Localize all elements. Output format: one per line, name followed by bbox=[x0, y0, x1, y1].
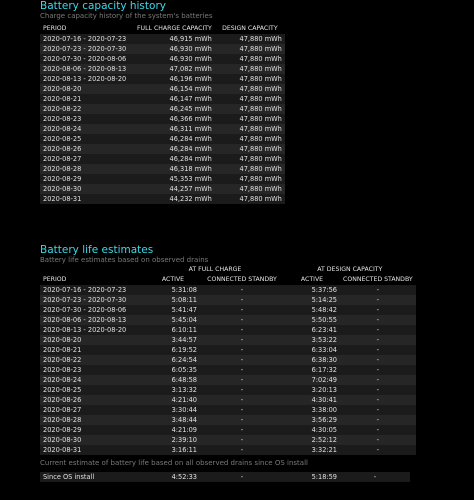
table-row bbox=[40, 94, 285, 104]
full-charge-cell: 46,318 mWh bbox=[134, 164, 215, 174]
period-cell: 2020-08-23 bbox=[40, 365, 146, 375]
period-cell: 2020-08-28 bbox=[40, 415, 146, 425]
standby-full-cell: - bbox=[200, 365, 284, 375]
group-design-capacity: AT DESIGN CAPACITY bbox=[317, 266, 383, 273]
design-capacity-cell: 47,880 mWh bbox=[215, 84, 285, 94]
active-design-cell: 5:14:25 bbox=[284, 295, 340, 305]
standby-design-cell: - bbox=[340, 355, 416, 365]
table-row bbox=[40, 114, 285, 124]
period-cell: 2020-08-26 bbox=[40, 144, 134, 154]
standby-design-cell: - bbox=[340, 335, 416, 345]
table-row bbox=[40, 184, 285, 194]
table-row bbox=[40, 335, 416, 345]
standby-full-cell: - bbox=[200, 315, 284, 325]
capacity-title: Battery capacity history bbox=[40, 0, 166, 12]
period-cell: 2020-08-25 bbox=[40, 134, 134, 144]
standby-full-cell: - bbox=[200, 355, 284, 365]
life-rows bbox=[40, 285, 416, 455]
design-capacity-cell: 47,880 mWh bbox=[215, 94, 285, 104]
standby-full-cell: - bbox=[200, 405, 284, 415]
period-cell: 2020-08-24 bbox=[40, 375, 146, 385]
standby-design-cell: - bbox=[340, 425, 416, 435]
period-cell: 2020-08-06 - 2020-08-13 bbox=[40, 315, 146, 325]
current-estimate-note: Current estimate of battery life based on all observed drains since OS install bbox=[40, 459, 308, 467]
table-row bbox=[40, 34, 285, 44]
active-design-cell: 5:48:42 bbox=[284, 305, 340, 315]
standby-full-cell: - bbox=[200, 285, 284, 295]
design-capacity-cell: 47,880 mWh bbox=[215, 154, 285, 164]
active-full-cell: 3:16:11 bbox=[146, 445, 200, 455]
standby-full-cell: - bbox=[200, 335, 284, 345]
full-charge-cell: 45,353 mWh bbox=[134, 174, 215, 184]
table-row bbox=[40, 64, 285, 74]
period-cell: 2020-07-30 - 2020-08-06 bbox=[40, 54, 134, 64]
period-cell: 2020-08-22 bbox=[40, 104, 134, 114]
period-cell: 2020-08-13 - 2020-08-20 bbox=[40, 325, 146, 335]
since-install-active-design: 5:18:59 bbox=[284, 472, 340, 482]
design-capacity-cell: 47,880 mWh bbox=[215, 144, 285, 154]
period-cell: 2020-08-27 bbox=[40, 405, 146, 415]
table-row bbox=[40, 295, 416, 305]
table-row bbox=[40, 134, 285, 144]
table-row bbox=[40, 315, 416, 325]
standby-design-cell: - bbox=[340, 395, 416, 405]
active-full-cell: 6:10:11 bbox=[146, 325, 200, 335]
standby-design-cell: - bbox=[340, 405, 416, 415]
standby-design-cell: - bbox=[340, 385, 416, 395]
full-charge-cell: 46,930 mWh bbox=[134, 44, 215, 54]
period-cell: 2020-08-31 bbox=[40, 194, 134, 204]
active-full-cell: 5:08:11 bbox=[146, 295, 200, 305]
table-row bbox=[40, 84, 285, 94]
period-cell: 2020-08-20 bbox=[40, 84, 134, 94]
table-row bbox=[40, 154, 285, 164]
full-charge-cell: 46,196 mWh bbox=[134, 74, 215, 84]
standby-design-cell: - bbox=[340, 305, 416, 315]
period-cell: 2020-08-27 bbox=[40, 154, 134, 164]
table-row bbox=[40, 405, 416, 415]
period-cell: 2020-07-23 - 2020-07-30 bbox=[40, 295, 146, 305]
active-full-cell: 4:21:40 bbox=[146, 395, 200, 405]
active-full-cell: 3:48:44 bbox=[146, 415, 200, 425]
standby-design-cell: - bbox=[340, 295, 416, 305]
table-row bbox=[40, 44, 285, 54]
design-capacity-cell: 47,880 mWh bbox=[215, 134, 285, 144]
table-row bbox=[40, 385, 416, 395]
active-full-cell: 3:44:57 bbox=[146, 335, 200, 345]
since-install-table bbox=[40, 472, 410, 482]
standby-design-cell: - bbox=[340, 445, 416, 455]
full-charge-cell: 44,232 mWh bbox=[134, 194, 215, 204]
period-cell: 2020-08-22 bbox=[40, 355, 146, 365]
table-row bbox=[40, 355, 416, 365]
table-row bbox=[40, 435, 416, 445]
capacity-rows bbox=[40, 34, 285, 204]
battery-life-section bbox=[40, 244, 416, 482]
table-row bbox=[40, 305, 416, 315]
since-install-standby-full: - bbox=[200, 472, 284, 482]
active-design-cell: 4:30:05 bbox=[284, 425, 340, 435]
table-row bbox=[40, 124, 285, 134]
battery-capacity-section bbox=[40, 0, 285, 204]
standby-design-cell: - bbox=[340, 365, 416, 375]
full-charge-cell: 46,284 mWh bbox=[134, 134, 215, 144]
design-capacity-cell: 47,880 mWh bbox=[215, 174, 285, 184]
period-cell: 2020-07-23 - 2020-07-30 bbox=[40, 44, 134, 54]
period-cell: 2020-08-26 bbox=[40, 395, 146, 405]
table-row bbox=[40, 425, 416, 435]
active-design-cell: 5:50:55 bbox=[284, 315, 340, 325]
design-capacity-cell: 47,880 mWh bbox=[215, 184, 285, 194]
standby-full-cell: - bbox=[200, 305, 284, 315]
col-period: PERIOD bbox=[43, 25, 67, 32]
period-cell: 2020-08-29 bbox=[40, 425, 146, 435]
standby-full-cell: - bbox=[200, 445, 284, 455]
group-full-charge: AT FULL CHARGE bbox=[188, 266, 242, 273]
period-cell: 2020-08-28 bbox=[40, 164, 134, 174]
period-cell: 2020-08-21 bbox=[40, 345, 146, 355]
col-active-full: ACTIVE bbox=[161, 276, 185, 283]
group-empty bbox=[40, 265, 146, 275]
period-cell: 2020-08-25 bbox=[40, 385, 146, 395]
full-charge-cell: 46,284 mWh bbox=[134, 154, 215, 164]
table-row bbox=[40, 415, 416, 425]
design-capacity-cell: 47,880 mWh bbox=[215, 54, 285, 64]
active-design-cell: 6:38:30 bbox=[284, 355, 340, 365]
period-cell: 2020-08-24 bbox=[40, 124, 134, 134]
full-charge-cell: 44,257 mWh bbox=[134, 184, 215, 194]
design-capacity-cell: 47,880 mWh bbox=[215, 64, 285, 74]
table-row bbox=[40, 285, 416, 295]
capacity-header-row bbox=[40, 24, 285, 34]
active-design-cell: 3:53:22 bbox=[284, 335, 340, 345]
col-full-charge-capacity: FULL CHARGE CAPACITY bbox=[137, 25, 212, 32]
life-title: Battery life estimates bbox=[40, 244, 154, 256]
table-row bbox=[40, 345, 416, 355]
standby-design-cell: - bbox=[340, 325, 416, 335]
active-full-cell: 6:05:35 bbox=[146, 365, 200, 375]
since-install-standby-design: - bbox=[340, 472, 410, 482]
full-charge-cell: 46,930 mWh bbox=[134, 54, 215, 64]
design-capacity-cell: 47,880 mWh bbox=[215, 114, 285, 124]
period-cell: 2020-08-30 bbox=[40, 435, 146, 445]
table-row bbox=[40, 164, 285, 174]
col-active-design: ACTIVE bbox=[300, 276, 324, 283]
table-row bbox=[40, 144, 285, 154]
active-design-cell: 6:23:41 bbox=[284, 325, 340, 335]
table-row bbox=[40, 174, 285, 184]
period-cell: 2020-08-23 bbox=[40, 114, 134, 124]
since-install-active-full: 4:52:33 bbox=[146, 472, 200, 482]
table-row bbox=[40, 74, 285, 84]
standby-full-cell: - bbox=[200, 425, 284, 435]
design-capacity-cell: 47,880 mWh bbox=[215, 44, 285, 54]
standby-full-cell: - bbox=[200, 295, 284, 305]
table-row bbox=[40, 325, 416, 335]
standby-full-cell: - bbox=[200, 375, 284, 385]
active-full-cell: 2:39:10 bbox=[146, 435, 200, 445]
full-charge-cell: 46,147 mWh bbox=[134, 94, 215, 104]
table-row bbox=[40, 445, 416, 455]
period-cell: 2020-08-13 - 2020-08-20 bbox=[40, 74, 134, 84]
standby-full-cell: - bbox=[200, 435, 284, 445]
full-charge-cell: 46,154 mWh bbox=[134, 84, 215, 94]
period-cell: 2020-07-16 - 2020-07-23 bbox=[40, 34, 134, 44]
active-full-cell: 6:48:58 bbox=[146, 375, 200, 385]
design-capacity-cell: 47,880 mWh bbox=[215, 124, 285, 134]
active-design-cell: 3:38:00 bbox=[284, 405, 340, 415]
active-full-cell: 3:30:44 bbox=[146, 405, 200, 415]
standby-design-cell: - bbox=[340, 285, 416, 295]
active-design-cell: 6:17:32 bbox=[284, 365, 340, 375]
life-table bbox=[40, 265, 416, 455]
active-full-cell: 5:31:08 bbox=[146, 285, 200, 295]
active-full-cell: 6:19:52 bbox=[146, 345, 200, 355]
col-standby-design: CONNECTED STANDBY bbox=[343, 276, 413, 283]
full-charge-cell: 46,366 mWh bbox=[134, 114, 215, 124]
standby-design-cell: - bbox=[340, 415, 416, 425]
active-design-cell: 4:30:41 bbox=[284, 395, 340, 405]
design-capacity-cell: 47,880 mWh bbox=[215, 164, 285, 174]
period-cell: 2020-08-21 bbox=[40, 94, 134, 104]
standby-full-cell: - bbox=[200, 345, 284, 355]
table-row bbox=[40, 54, 285, 64]
design-capacity-cell: 47,880 mWh bbox=[215, 194, 285, 204]
design-capacity-cell: 47,880 mWh bbox=[215, 104, 285, 114]
col-period: PERIOD bbox=[43, 276, 67, 283]
active-design-cell: 2:52:12 bbox=[284, 435, 340, 445]
full-charge-cell: 46,915 mWh bbox=[134, 34, 215, 44]
period-cell: 2020-08-20 bbox=[40, 335, 146, 345]
active-full-cell: 3:13:32 bbox=[146, 385, 200, 395]
active-full-cell: 6:24:54 bbox=[146, 355, 200, 365]
table-row bbox=[40, 365, 416, 375]
standby-full-cell: - bbox=[200, 395, 284, 405]
period-cell: 2020-07-30 - 2020-08-06 bbox=[40, 305, 146, 315]
active-design-cell: 6:33:04 bbox=[284, 345, 340, 355]
table-row bbox=[40, 395, 416, 405]
period-cell: 2020-08-29 bbox=[40, 174, 134, 184]
since-install-label: Since OS install bbox=[40, 472, 146, 482]
period-cell: 2020-08-30 bbox=[40, 184, 134, 194]
period-cell: 2020-08-31 bbox=[40, 445, 146, 455]
active-design-cell: 3:32:21 bbox=[284, 445, 340, 455]
table-row bbox=[40, 104, 285, 114]
full-charge-cell: 46,284 mWh bbox=[134, 144, 215, 154]
period-cell: 2020-07-16 - 2020-07-23 bbox=[40, 285, 146, 295]
table-row bbox=[40, 194, 285, 204]
full-charge-cell: 46,245 mWh bbox=[134, 104, 215, 114]
standby-design-cell: - bbox=[340, 345, 416, 355]
active-design-cell: 3:20:13 bbox=[284, 385, 340, 395]
active-full-cell: 5:45:04 bbox=[146, 315, 200, 325]
active-full-cell: 4:21:09 bbox=[146, 425, 200, 435]
active-design-cell: 7:02:49 bbox=[284, 375, 340, 385]
active-full-cell: 5:41:47 bbox=[146, 305, 200, 315]
col-standby-full: CONNECTED STANDBY bbox=[207, 276, 277, 283]
standby-design-cell: - bbox=[340, 315, 416, 325]
design-capacity-cell: 47,880 mWh bbox=[215, 34, 285, 44]
capacity-table bbox=[40, 24, 285, 204]
standby-full-cell: - bbox=[200, 325, 284, 335]
since-install-row bbox=[40, 472, 410, 482]
full-charge-cell: 47,082 mWh bbox=[134, 64, 215, 74]
capacity-subtitle: Charge capacity history of the system's batteries bbox=[40, 12, 213, 20]
life-subtitle: Battery life estimates based on observed drains bbox=[40, 256, 209, 264]
full-charge-cell: 46,311 mWh bbox=[134, 124, 215, 134]
standby-full-cell: - bbox=[200, 385, 284, 395]
period-cell: 2020-08-06 - 2020-08-13 bbox=[40, 64, 134, 74]
standby-full-cell: - bbox=[200, 415, 284, 425]
active-design-cell: 3:56:29 bbox=[284, 415, 340, 425]
life-header-row bbox=[40, 275, 416, 285]
active-design-cell: 5:37:56 bbox=[284, 285, 340, 295]
standby-design-cell: - bbox=[340, 375, 416, 385]
design-capacity-cell: 47,880 mWh bbox=[215, 74, 285, 84]
table-row bbox=[40, 375, 416, 385]
col-design-capacity: DESIGN CAPACITY bbox=[222, 25, 278, 32]
life-group-header-row bbox=[40, 265, 416, 275]
standby-design-cell: - bbox=[340, 435, 416, 445]
